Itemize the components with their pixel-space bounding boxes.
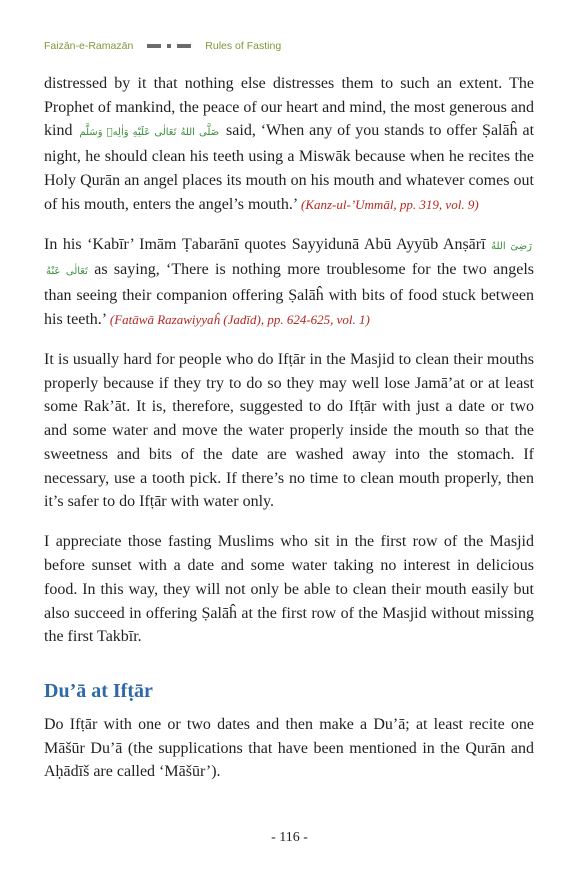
reference-kanz-ul-ummal: (Kanz-ul-’Ummāl, pp. 319, vol. 9) [301, 196, 479, 212]
running-header [44, 38, 539, 54]
paragraph-2 [44, 233, 534, 332]
paragraph-3: It is usually hard for people who do Ifṭār in the Masjid to clean their mouths properly because if they try to do so they may well lose Jamā’at or at least some Rak’āt. It is, therefore, suggested to do Ifṭār with just a date or two and some water and move the water properly inside the mouth so that the sweetness and bits of the date are washed away into the stomach. If necessary, use a tooth pick. If there’s no time to clean mouth properly, then it’s safer to do Ifṭār with water only. [44, 351, 534, 511]
section-heading: Du’ā at Ifṭār [44, 679, 153, 702]
header-separator [147, 44, 191, 48]
page-number: - 116 - [271, 830, 308, 845]
book-title: Faizān-e-Ramazān [44, 40, 134, 52]
paragraph-2-text-a: In his ‘Kabīr’ Imām Ṭabarānī quotes Sayyidunā Abū Ayyūb Anṣārī [44, 235, 486, 253]
paragraph-1-text-b: said, ‘When any of you stands to offer Ṣalāĥ at night, he should clean his teeth using a Miswāk because when he recites the Holy Qurān an angel places its mouth on his mouth and whatever comes out of his mouth, enters the angel’s mouth.’ [44, 122, 535, 213]
section-body: Do Ifṭār with one or two dates and then make a Du’ā; at least recite one Māšūr Du’ā (the supplications that have been mentioned in the Qurān and Aḥādīš are called ‘Māšūr’). [44, 715, 534, 781]
arabic-honorific: رَضِیَ اللهُ تَعَالٰی عَنْهُ [46, 240, 532, 278]
arabic-salutation: صَلَّى اللهُ تَعَالٰى عَلَيْهِ وَاٰلِهٖ وَسَلَّم [79, 127, 220, 139]
paragraph-4: I appreciate those fasting Muslims who sit in the first row of the Masjid before sunset with a date and some water taking no interest in delicious food. In this way, they will not only be able to clean their mouth easily but also succeed in offering Ṣalāĥ at the first row of the Masjid without missing the first Takbīr. [44, 533, 534, 646]
paragraph-1-text-a: distressed by it that nothing else distresses them to such an extent. The Prophet of mankind, the peace of our heart and mind, the most generous and kind [44, 75, 534, 140]
paragraph-1 [44, 72, 534, 216]
reference-fatawa-razawiyyah: (Fatāwā Razawiyyaĥ (Jadīd), pp. 624-625, vol. 1) [109, 311, 370, 327]
paragraph-2-text-b: as saying, ‘There is nothing more troublesome for the two angels than seeing their companion offering Ṣalāĥ with bits of food stuck between his teeth.’ [44, 261, 535, 328]
page-body [44, 72, 534, 801]
chapter-title: Rules of Fasting [205, 40, 282, 52]
